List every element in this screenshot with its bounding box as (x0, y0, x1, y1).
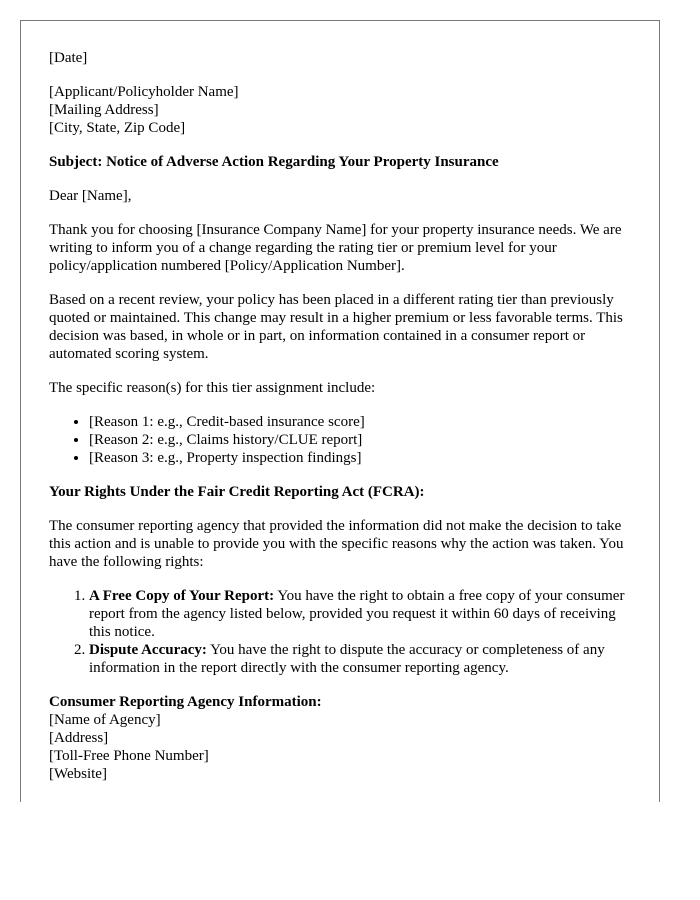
agency-address: [Address] (49, 730, 109, 746)
rights-list (49, 587, 639, 677)
recipient-address: [Mailing Address] (49, 102, 159, 118)
rights-heading: Your Rights Under the Fair Credit Reporting Act (FCRA): (49, 484, 425, 500)
agency-block (49, 693, 639, 783)
recipient-block (49, 83, 639, 137)
letter-date: [Date] (49, 50, 88, 66)
right-item (89, 641, 639, 677)
agency-website: [Website] (49, 766, 107, 782)
right-item (89, 587, 639, 641)
intro-paragraph: Thank you for choosing [Insurance Company Name] for your property insurance needs. We are writing to inform you of a change regarding the rating tier or premium level for your policy/application numbered [Policy/Application Number]. (49, 222, 622, 274)
letter-content (49, 49, 639, 783)
agency-name: [Name of Agency] (49, 712, 161, 728)
reason-item: • [Reason 2: e.g., Claims history/CLUE report] (89, 431, 639, 449)
review-paragraph: Based on a recent review, your policy has been placed in a different rating tier than previously quoted or maintained. This change may result in a higher premium or less favorable terms. This decision was based, in whole or in part, on information contained in a consumer report or automated scoring system. (49, 292, 623, 362)
reason-item: • [Reason 1: e.g., Credit-based insurance score] (89, 413, 639, 431)
right-item-title: A Free Copy of Your Report: (89, 588, 275, 604)
recipient-name: [Applicant/Policyholder Name] (49, 84, 239, 100)
reason-item: • [Reason 3: e.g., Property inspection findings] (89, 449, 639, 467)
agency-heading: Consumer Reporting Agency Information: (49, 694, 322, 710)
salutation: Dear [Name], (49, 188, 132, 204)
right-item-text: You have the right to dispute the accuracy or completeness of any information in the report directly with the consumer reporting agency. (89, 642, 605, 676)
recipient-city: [City, State, Zip Code] (49, 120, 186, 136)
rights-intro: The consumer reporting agency that provided the information did not make the decision to take this action and is unable to provide you with the specific reasons why the action was taken. You have the following rights: (49, 518, 624, 570)
reasons-intro: The specific reason(s) for this tier assignment include: (49, 380, 376, 396)
letter-page (20, 20, 660, 802)
reasons-list (49, 413, 639, 467)
right-item-title: Dispute Accuracy: (89, 642, 207, 658)
right-item-text: You have the right to obtain a free copy of your consumer report from the agency listed below, provided you request it within 60 days of receiving this notice. (89, 588, 625, 640)
letter-subject: Subject: Notice of Adverse Action Regarding Your Property Insurance (49, 154, 499, 170)
agency-phone: [Toll-Free Phone Number] (49, 748, 209, 764)
